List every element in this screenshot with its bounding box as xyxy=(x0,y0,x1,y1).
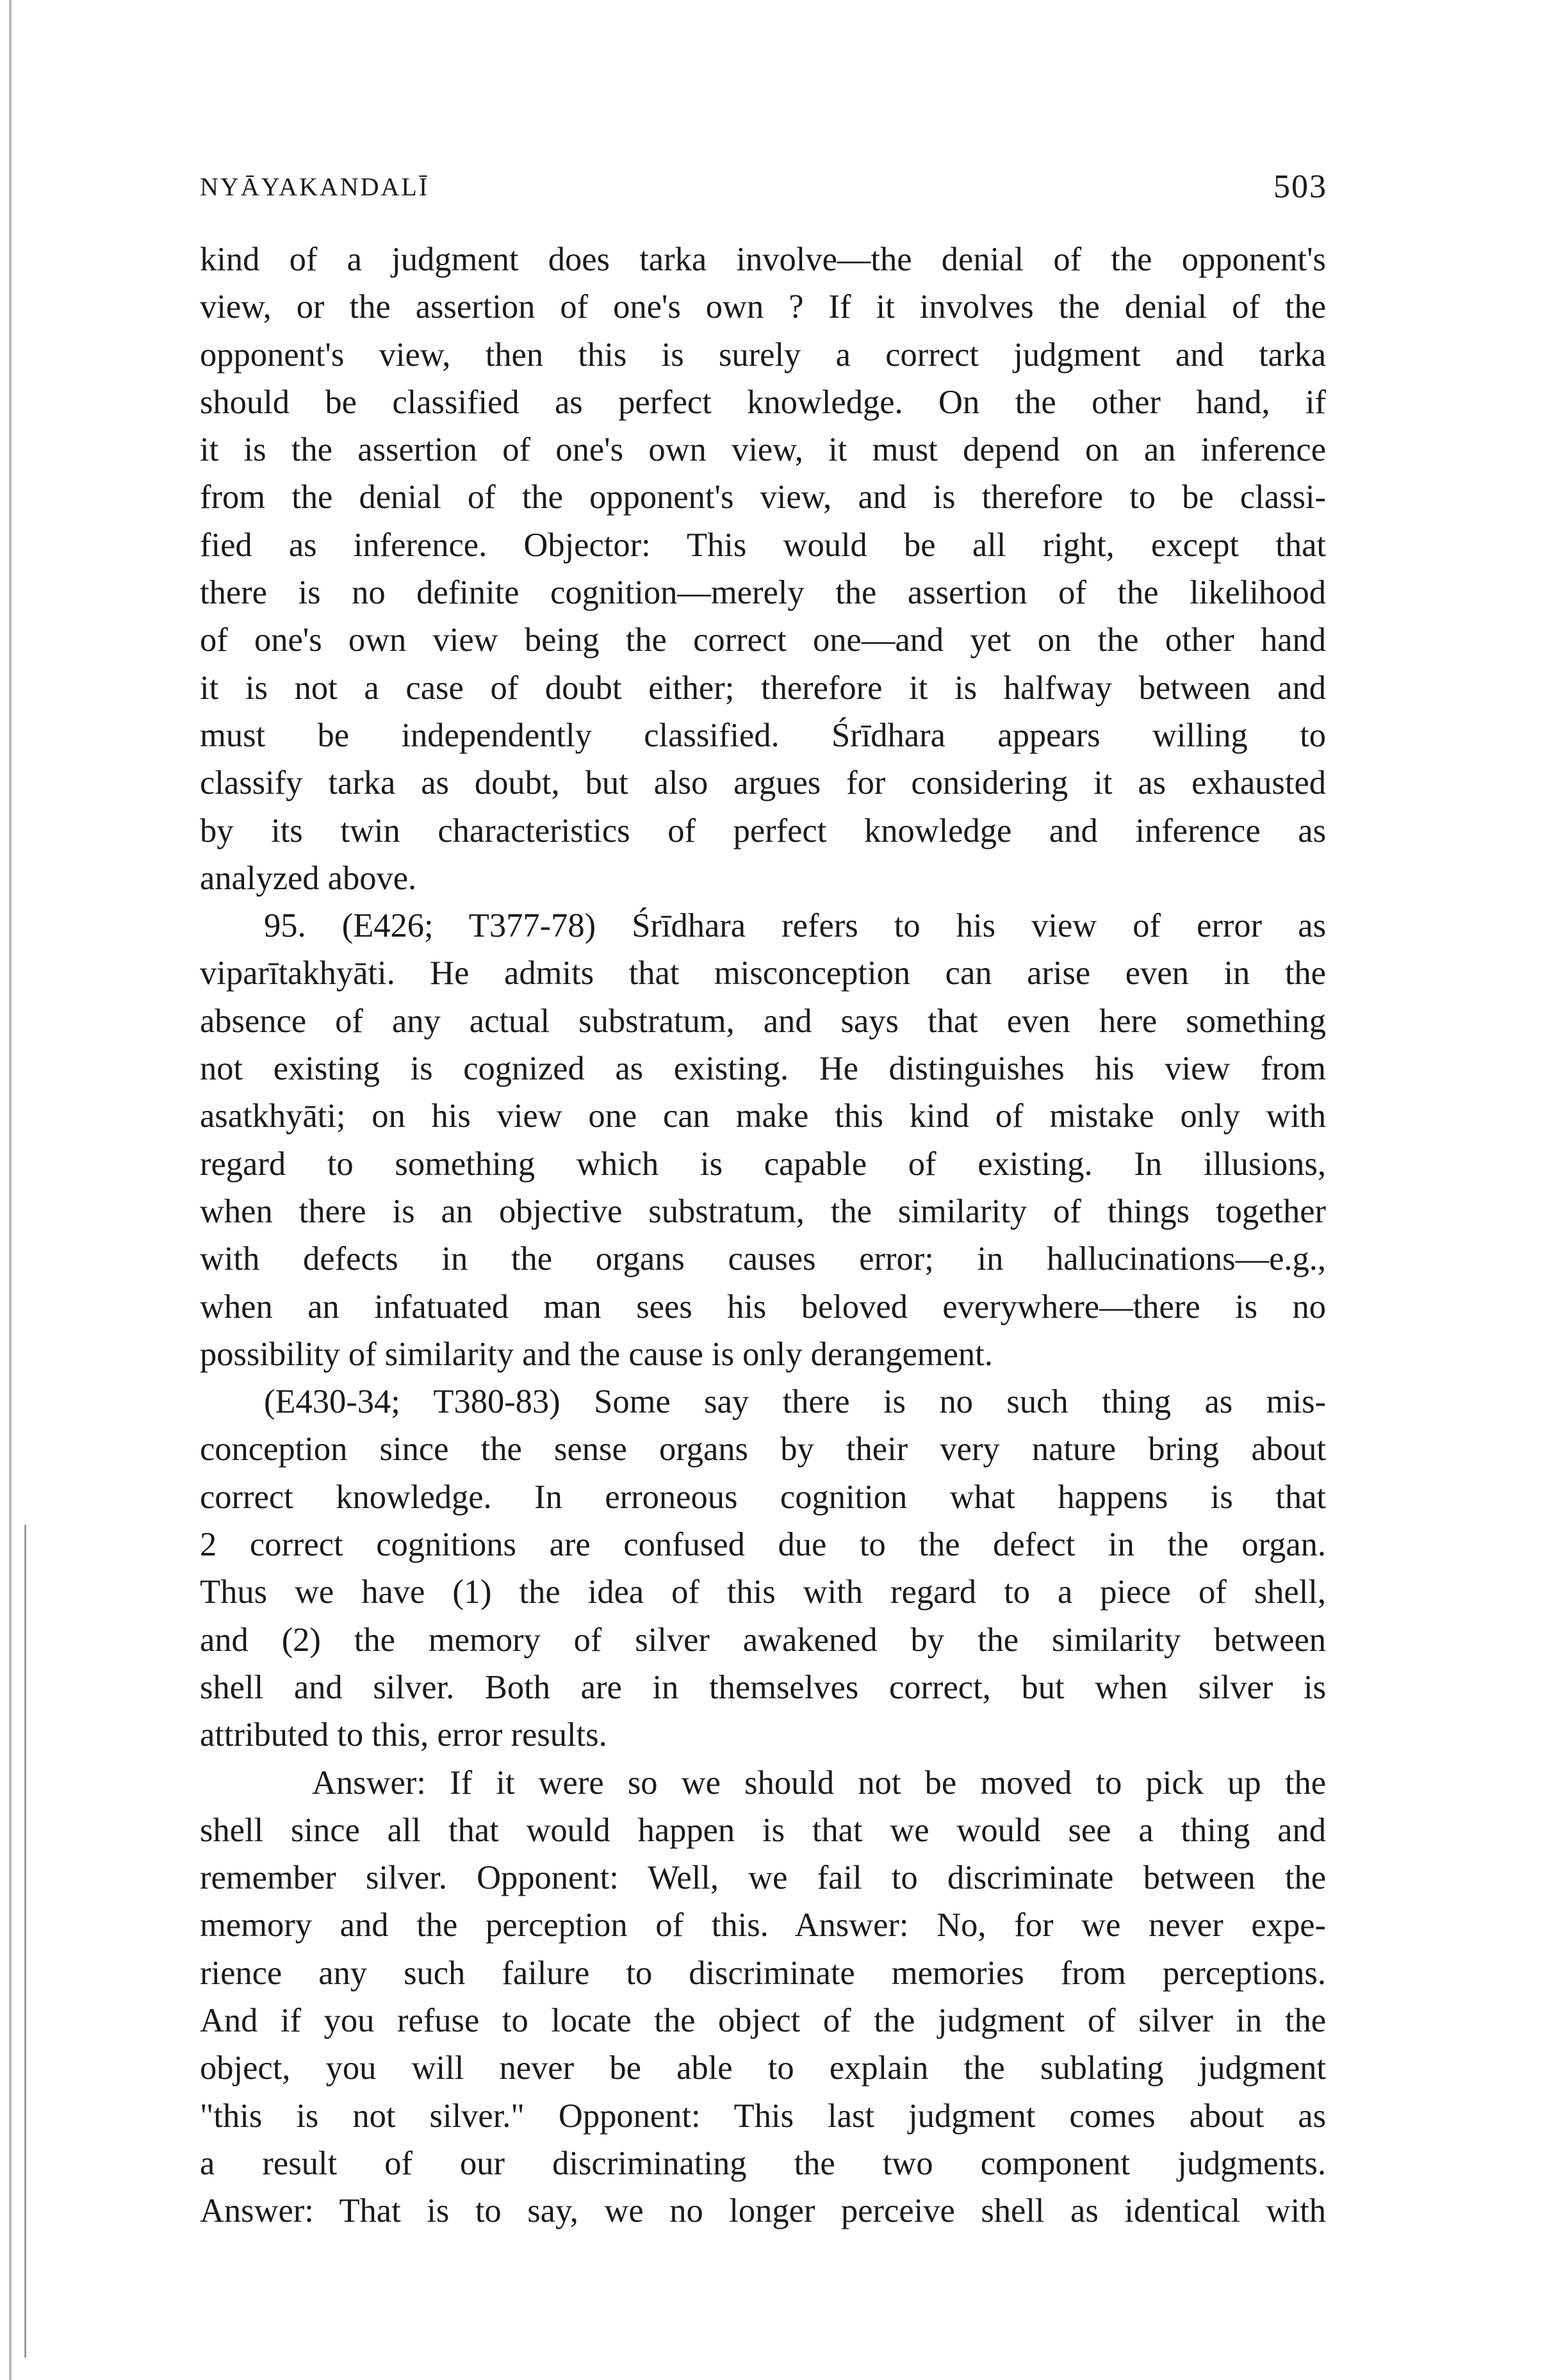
text-line: analyzed above. xyxy=(200,859,417,897)
text-line: it is the assertion of one's own view, it must depend on an inference xyxy=(200,431,1326,469)
text-line: object, you will never be able to explain the sublating judgment xyxy=(200,2049,1326,2087)
text-line: classify tarka as doubt, but also argues for considering it as exhausted xyxy=(200,764,1326,802)
text-line: Answer: That is to say, we no longer perceive shell as identical with xyxy=(200,2192,1326,2230)
text-line: absence of any actual substratum, and says that even here something xyxy=(200,1002,1326,1040)
text-line: there is no definite cognition—merely the assertion of the likelihood xyxy=(200,574,1326,612)
text-line: it is not a case of doubt either; therefore it is halfway between and xyxy=(200,669,1326,707)
text-line: when an infatuated man sees his beloved everywhere—there is no xyxy=(200,1288,1326,1325)
body-text xyxy=(200,236,1326,2235)
text-line: memory and the perception of this. Answer: No, for we never expe- xyxy=(200,1907,1326,1944)
text-line: attributed to this, error results. xyxy=(200,1716,607,1754)
text-line: fied as inference. Objector: This would be all right, except that xyxy=(200,526,1326,564)
text-line: viparītakhyāti. He admits that misconception can arise even in the xyxy=(200,955,1326,992)
running-head xyxy=(200,168,1327,206)
text-line: by its twin characteristics of perfect knowledge and inference as xyxy=(200,812,1326,849)
text-line: remember silver. Opponent: Well, we fail to discriminate between the xyxy=(200,1859,1326,1897)
scan-edge xyxy=(9,0,12,2380)
text-line: shell since all that would happen is that we would see a thing and xyxy=(200,1811,1326,1849)
text-line: view, or the assertion of one's own ? If it involves the denial of the xyxy=(200,288,1326,326)
text-line: asatkhyāti; on his view one can make this kind of mistake only with xyxy=(200,1097,1326,1135)
text-line: not existing is cognized as existing. He distinguishes his view from xyxy=(200,1050,1326,1088)
text-line: kind of a judgment does tarka involve—the denial of the opponent's xyxy=(200,241,1326,278)
text-line: And if you refuse to locate the object of the judgment of silver in the xyxy=(200,2001,1326,2039)
text-line: when there is an objective substratum, the similarity of things together xyxy=(200,1192,1326,1230)
text-line: must be independently classified. Śrīdhara appears willing to xyxy=(200,716,1326,754)
running-head-title: NYĀYAKANDALĪ xyxy=(200,172,430,201)
paragraph-95-start: 95. (E426; T377-78) Śrīdhara refers to his view of error as xyxy=(264,907,1326,945)
text-line: rience any such failure to discriminate memories from perceptions. xyxy=(200,1954,1326,1992)
text-line: correct knowledge. In erroneous cognition what happens is that xyxy=(200,1478,1326,1516)
text-line: should be classified as perfect knowledge. On the other hand, if xyxy=(200,383,1326,421)
text-line: a result of our discriminating the two component judgments. xyxy=(200,2144,1326,2182)
text-line: Thus we have (1) the idea of this with regard to a piece of shell, xyxy=(200,1573,1326,1611)
text-line: "this is not silver." Opponent: This last judgment comes about as xyxy=(200,2097,1326,2135)
text-line: with defects in the organs causes error; in hallucinations—e.g., xyxy=(200,1240,1326,1278)
text-line: regard to something which is capable of existing. In illusions, xyxy=(200,1145,1326,1183)
text-line: opponent's view, then this is surely a correct judgment and tarka xyxy=(200,336,1326,373)
text-line: conception since the sense organs by their very nature bring about xyxy=(200,1431,1326,1468)
paragraph-e430-start: (E430-34; T380-83) Some say there is no such thing as mis- xyxy=(264,1383,1326,1421)
text-line: from the denial of the opponent's view, and is therefore to be classi- xyxy=(200,479,1326,516)
paragraph-answer-start: Answer: If it were so we should not be moved to pick up the xyxy=(312,1764,1326,1801)
text-line: 2 correct cognitions are confused due to the defect in the organ. xyxy=(200,1526,1326,1564)
scan-binding-mark xyxy=(24,1525,26,2358)
text-line: possibility of similarity and the cause is only derangement. xyxy=(200,1335,993,1373)
text-line: shell and silver. Both are in themselves correct, but when silver is xyxy=(200,1668,1326,1706)
text-line: of one's own view being the correct one—and yet on the other hand xyxy=(200,621,1326,659)
text-line: and (2) the memory of silver awakened by the similarity between xyxy=(200,1621,1326,1659)
page-number: 503 xyxy=(1273,168,1327,205)
